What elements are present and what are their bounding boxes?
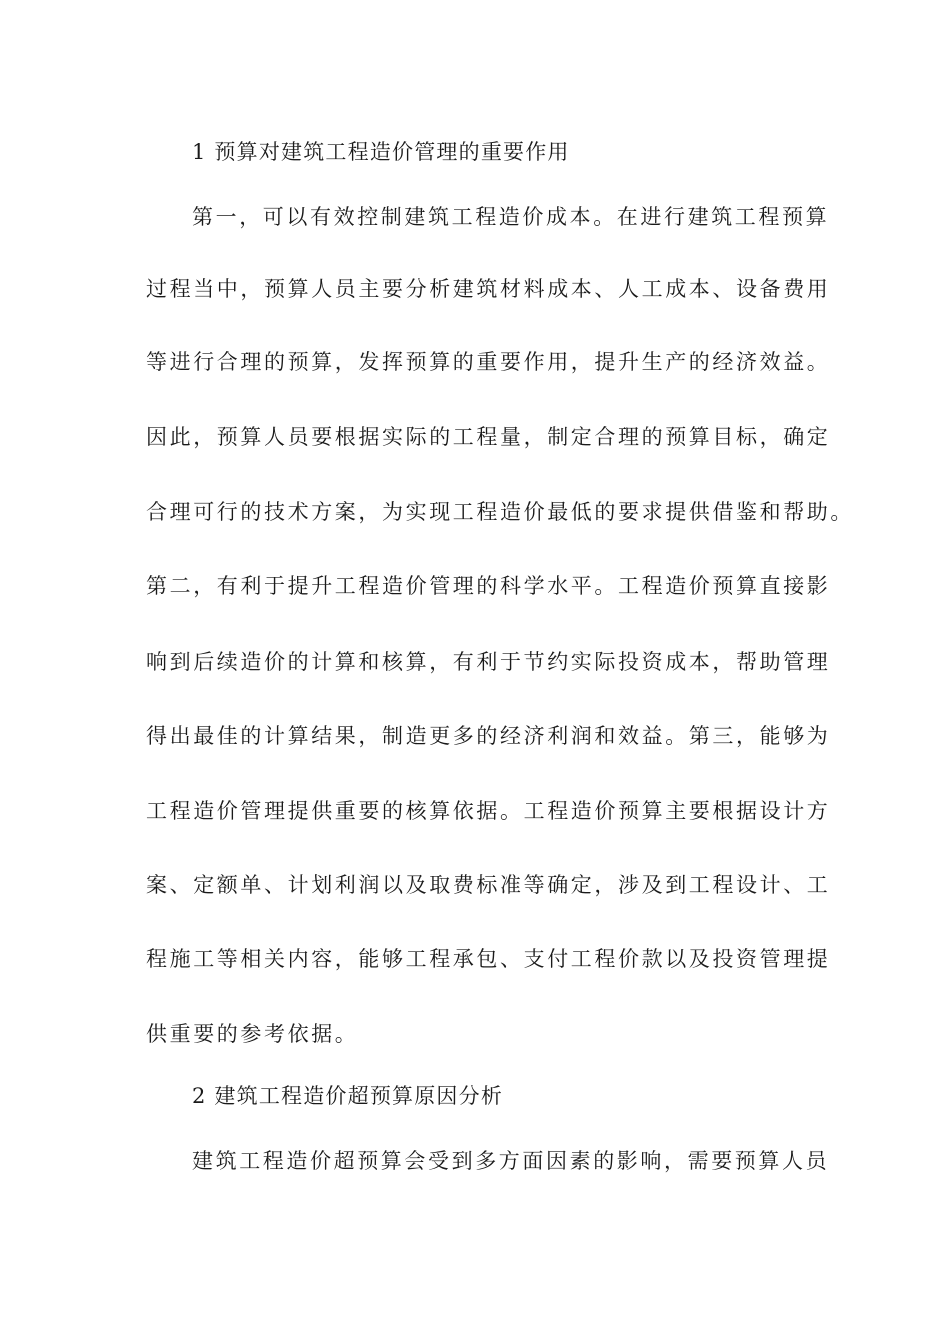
section-heading-2: 2 建筑工程造价超预算原因分析 [192, 1084, 504, 1108]
paragraph-line: 案、定额单、计划利润以及取费标准等确定，涉及到工程设计、工 [146, 873, 831, 897]
paragraph-line: 得出最佳的计算结果，制造更多的经济利润和效益。第三，能够为 [146, 724, 831, 748]
paragraph-line: 合理可行的技术方案，为实现工程造价最低的要求提供借鉴和帮助。 [146, 500, 854, 524]
section-heading-1: 1 预算对建筑工程造价管理的重要作用 [192, 140, 570, 164]
paragraph-line: 工程造价管理提供重要的核算依据。工程造价预算主要根据设计方 [146, 799, 831, 823]
paragraph-line: 因此，预算人员要根据实际的工程量，制定合理的预算目标，确定 [146, 425, 831, 449]
paragraph-line: 第一，可以有效控制建筑工程造价成本。在进行建筑工程预算 [192, 205, 830, 229]
paragraph-line: 程施工等相关内容，能够工程承包、支付工程价款以及投资管理提 [146, 947, 831, 971]
paragraph-line: 等进行合理的预算，发挥预算的重要作用，提升生产的经济效益。 [146, 350, 831, 374]
paragraph-line: 供重要的参考依据。 [146, 1022, 359, 1046]
paragraph-line: 第二，有利于提升工程造价管理的科学水平。工程造价预算直接影 [146, 574, 831, 598]
paragraph-line: 过程当中，预算人员主要分析建筑材料成本、人工成本、设备费用 [146, 277, 831, 301]
paragraph-line: 响到后续造价的计算和核算，有利于节约实际投资成本，帮助管理 [146, 650, 831, 674]
paragraph-line: 建筑工程造价超预算会受到多方面因素的影响，需要预算人员 [192, 1149, 830, 1173]
